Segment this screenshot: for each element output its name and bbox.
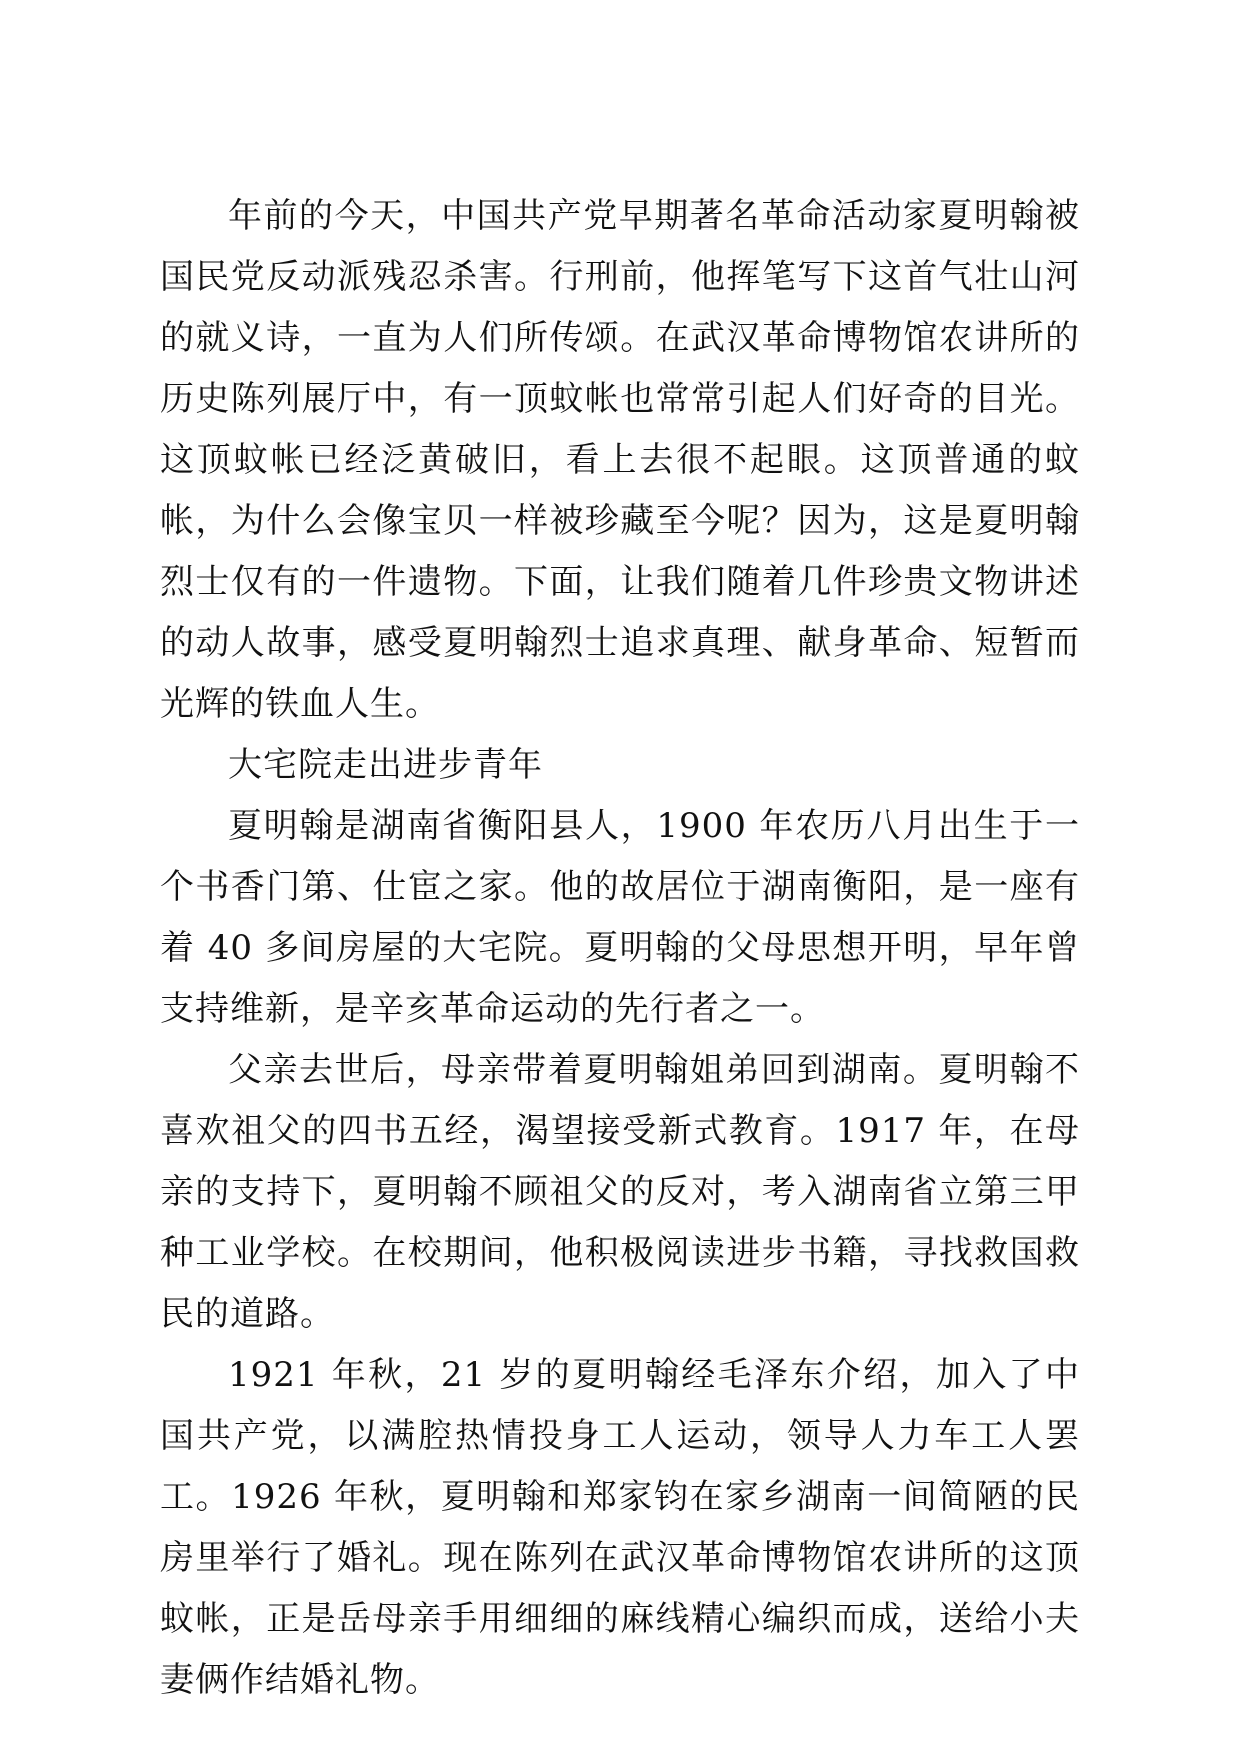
document-body <box>160 186 1080 1711</box>
paragraph-birthplace: 夏明翰是湖南省衡阳县人，1900 年农历八月出生于一个书香门第、仕宦之家。他的故居位于湖南衡阳，是一座有着 40 多间房屋的大宅院。夏明翰的父母思想开明，早年曾支持维新，是辛亥革命运动的先行者之一。 <box>160 806 1080 1029</box>
paragraph-intro: 年前的今天，中国共产党早期著名革命活动家夏明翰被国民党反动派残忍杀害。行刑前，他挥笔写下这首气壮山河的就义诗，一直为人们所传颂。在武汉革命博物馆农讲所的历史陈列展厅中，有一顶蚊帐也常常引起人们好奇的目光。这顶蚊帐已经泛黄破旧，看上去很不起眼。这顶普通的蚊帐，为什么会像宝贝一样被珍藏至今呢？因为，这是夏明翰烈士仅有的一件遗物。下面，让我们随着几件珍贵文物讲述的动人故事，感受夏明翰烈士追求真理、献身革命、短暂而光辉的铁血人生。 <box>160 196 1080 724</box>
section-heading: 大宅院走出进步青年 <box>228 745 543 785</box>
paragraph-education: 父亲去世后，母亲带着夏明翰姐弟回到湖南。夏明翰不喜欢祖父的四书五经，渴望接受新式教育。1917 年，在母亲的支持下，夏明翰不顾祖父的反对，考入湖南省立第三甲种工业学校。在校期间，他积极阅读进步书籍，寻找救国救民的道路。 <box>160 1050 1080 1334</box>
paragraph-party-and-marriage: 1921 年秋，21 岁的夏明翰经毛泽东介绍，加入了中国共产党，以满腔热情投身工人运动，领导人力车工人罢工。1926 年秋，夏明翰和郑家钧在家乡湖南一间简陋的民房里举行了婚礼。现在陈列在武汉革命博物馆农讲所的这顶蚊帐，正是岳母亲手用细细的麻线精心编织而成，送给小夫妻俩作结婚礼物。 <box>160 1355 1080 1700</box>
